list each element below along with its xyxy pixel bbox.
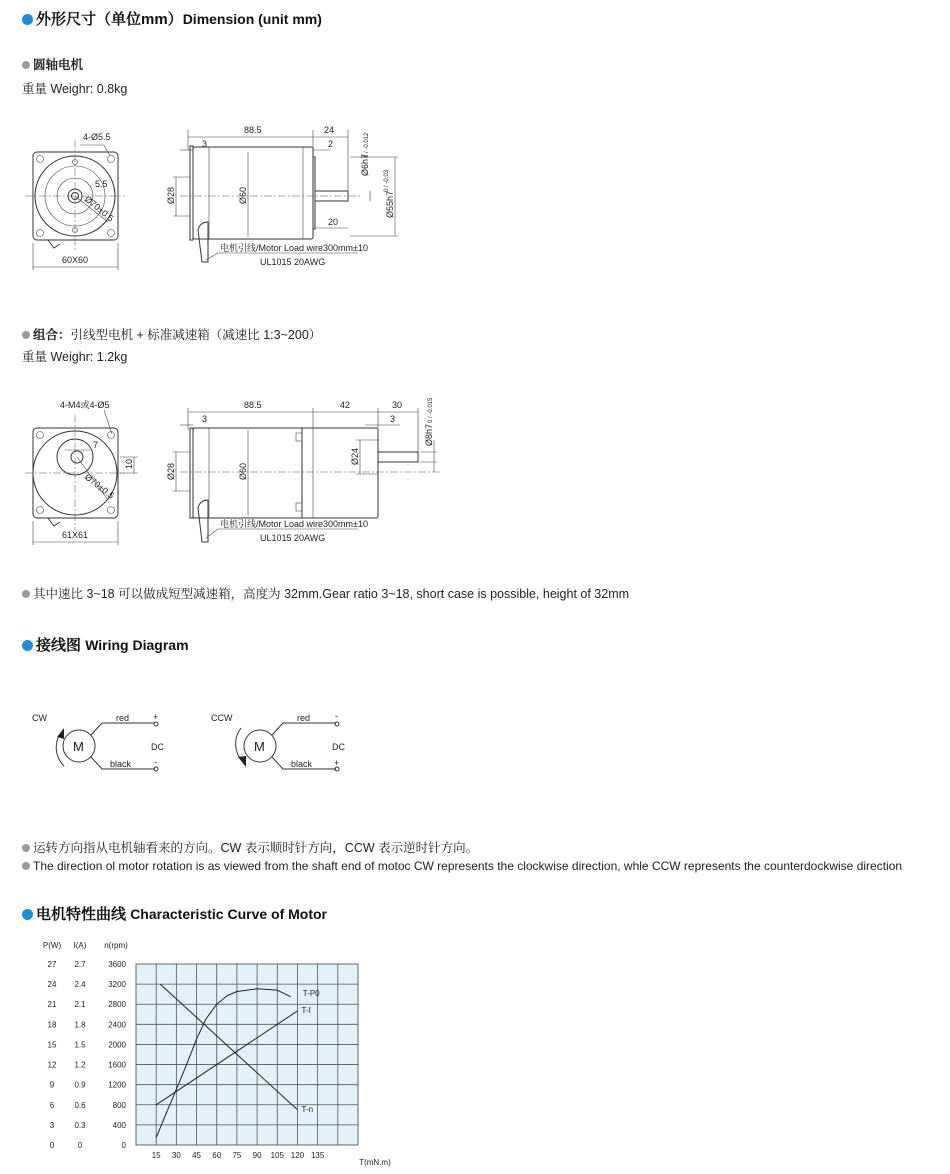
top-polarity: + [153,712,159,722]
motor-symbol: M [254,739,265,754]
dim-wire-spec: UL1015 20AWG [260,533,326,543]
bottom-polarity: - [154,757,157,767]
y-tick-label: 27 [47,960,57,969]
dim-shaft-dia: Ø8h7 [424,423,434,446]
note-text: The direction ol motor rotation is as viewed from the shaft end of motoc CW represents the clockwise direction, whle CCW represents the counterdockwise direction [33,859,903,873]
combo-weight: 重量 Weighr: 1.2kg [22,350,128,364]
y-tick-label: 1.5 [74,1040,86,1050]
dim-shaft-len: 30 [392,400,403,410]
rotation-note-en [22,859,902,873]
combo-drawing [0,390,450,550]
round-shaft-label [22,55,83,73]
bullet-icon [22,14,33,25]
bullet-icon [22,640,33,651]
red-wire-label: red [297,713,311,723]
y-tick-label: 3200 [108,980,126,990]
y-tick-label: 21 [47,1000,57,1010]
heading-cn: 接线图 [36,637,82,654]
dim-gear-len: 42 [340,400,351,410]
y-tick-label: 2800 [108,1000,126,1010]
x-tick-label: 30 [171,1151,181,1160]
bullet-icon [22,331,30,339]
dim-holes: 4-M4或4-Ø5 [60,400,110,410]
motor-symbol: M [73,739,84,754]
x-tick-label: 105 [270,1151,284,1160]
y-tick-label: 0.3 [74,1120,86,1130]
dim-body: Ø60 [238,186,248,204]
label-text: 引线型电机 + 标准减速箱（减速比 1:3~200） [70,328,322,342]
gear-ratio-note [22,584,629,602]
dim-5-5: 5.5 [95,179,108,189]
dc-label: DC [151,742,164,752]
series-label: T-I [301,1005,311,1015]
y-tick-label: 0.9 [74,1080,86,1090]
y-tick-label: 15 [47,1040,57,1050]
y-tick-label: 3600 [108,960,126,969]
top-polarity: - [335,711,338,721]
dim-flange: 3 [202,139,208,149]
dim-holes: 4-Ø5.5 [83,132,111,142]
characteristic-chart [0,930,400,1174]
dim-pcd: Ø70±0.5 [82,193,116,224]
y-tick-label: 3 [49,1120,55,1130]
x-tick-label: 45 [192,1151,201,1160]
y-tick-label: 0.6 [74,1100,86,1110]
black-wire-label: black [110,759,132,769]
bullet-icon [22,909,33,920]
dim-pilot: Ø55h7 [385,190,395,218]
y-tick-label: 400 [112,1120,126,1130]
y-tick-label: 2.7 [74,960,86,969]
series-label: T-P0 [302,988,320,998]
note-text: 其中速比 3~18 可以做成短型减速箱，高度为 32mm.Gear ratio 3~18, short case is possible, height of 32mm [33,587,630,601]
wiring-heading [22,634,189,655]
y-tick-label: 12 [47,1060,57,1070]
black-wire-label: black [291,759,313,769]
dim-gear-boss: Ø24 [350,447,360,465]
ccw-label: CCW [211,713,233,723]
x-tick-label: 135 [310,1151,325,1160]
y-axis-label: n(rpm) [104,941,128,950]
dc-label: DC [332,742,345,752]
y-tick-label: 800 [112,1100,126,1110]
dim-body: Ø60 [238,462,248,480]
bottom-polarity: + [334,758,340,768]
dim-step: 2 [328,139,334,149]
x-tick-label: 60 [212,1151,222,1160]
rotation-arrow-icon [238,756,246,767]
dim-wire: 电机引线/Motor Load wire300mm±10 [220,243,368,253]
note-text: 运转方向指从电机轴看来的方向。CW 表示顺时针方向，CCW 表示逆时针方向。 [33,841,479,855]
dim-shaft-tol: 0 / -0.012 [364,132,370,158]
dim-boss: Ø28 [166,186,176,204]
y-tick-label: 6 [49,1100,55,1110]
dim-flange: 3 [202,414,208,424]
x-tick-label: 75 [232,1151,242,1160]
round-shaft-weight: 重量 Weighr: 0.8kg [22,82,128,96]
y-tick-label: 0 [49,1141,55,1150]
dim-square: 61X61 [62,530,89,540]
dim-offset-v: 10 [124,458,134,469]
dim-offset: 7 [93,440,99,450]
label-bold: 组合： [33,328,71,342]
heading-cn: 电机特性曲线 [36,906,127,923]
red-wire-label: red [116,713,130,723]
y-tick-label: 2000 [108,1040,126,1050]
dim-pcd: Ø70±0.5 [82,471,117,501]
wiring-diagram [0,700,400,790]
curve-heading [22,903,327,924]
dim-wire: 电机引线/Motor Load wire300mm±10 [220,519,368,529]
y-tick-label: 1.8 [74,1020,86,1030]
dim-pilot-tol: 0 / -0.03 [384,169,390,192]
dim-step: 3 [390,414,396,424]
heading-en: Characteristic Curve of Motor [130,906,328,922]
y-tick-label: 2.4 [74,980,86,990]
y-tick-label: 18 [47,1020,57,1030]
y-tick-label: 1600 [108,1060,126,1070]
bullet-icon [22,862,30,870]
y-tick-label: 9 [49,1080,55,1090]
dim-shaft-tol: 0 / -0.015 [428,397,434,423]
series-label: T-n [301,1104,314,1114]
plot-area [136,964,358,1145]
cw-diagram [32,712,164,771]
x-tick-label: 120 [290,1151,305,1160]
dim-flat: 20 [328,217,339,227]
y-axis-label: P(W) [42,941,62,950]
y-tick-label: 2400 [108,1020,126,1030]
dim-length: 88.5 [244,125,262,135]
y-axis-label: I(A) [73,941,87,950]
heading-en: Wiring Diagram [85,637,189,653]
dim-wire-spec: UL1015 20AWG [260,257,326,267]
dim-boss: Ø28 [166,462,176,480]
cw-label: CW [32,713,47,723]
dimension-heading [22,8,322,29]
y-tick-label: 0 [121,1141,126,1150]
dim-square: 60X60 [62,255,89,265]
x-axis-label: T(mN.m) [359,1158,391,1167]
label-text: 圆轴电机 [33,58,84,72]
round-shaft-drawing [0,100,450,280]
y-tick-label: 24 [47,980,57,990]
y-tick-label: 0 [77,1141,83,1150]
x-tick-label: 90 [252,1151,262,1160]
heading-cn: 外形尺寸（单位mm） [36,11,183,28]
dim-shaft-dia: Ø6h7 [360,153,370,176]
heading-en: Dimension (unit mm) [182,11,322,27]
bullet-icon [22,844,30,852]
x-tick-label: 15 [151,1151,161,1160]
y-tick-label: 2.1 [74,1000,86,1010]
rotation-note-cn [22,838,478,856]
combo-label [22,325,321,343]
bullet-icon [22,590,30,598]
dim-length: 88.5 [244,400,262,410]
ccw-diagram [211,711,345,771]
y-tick-label: 1.2 [74,1060,86,1070]
dim-shaft-len: 24 [324,125,335,135]
bullet-icon [22,61,30,69]
y-tick-label: 1200 [108,1080,126,1090]
